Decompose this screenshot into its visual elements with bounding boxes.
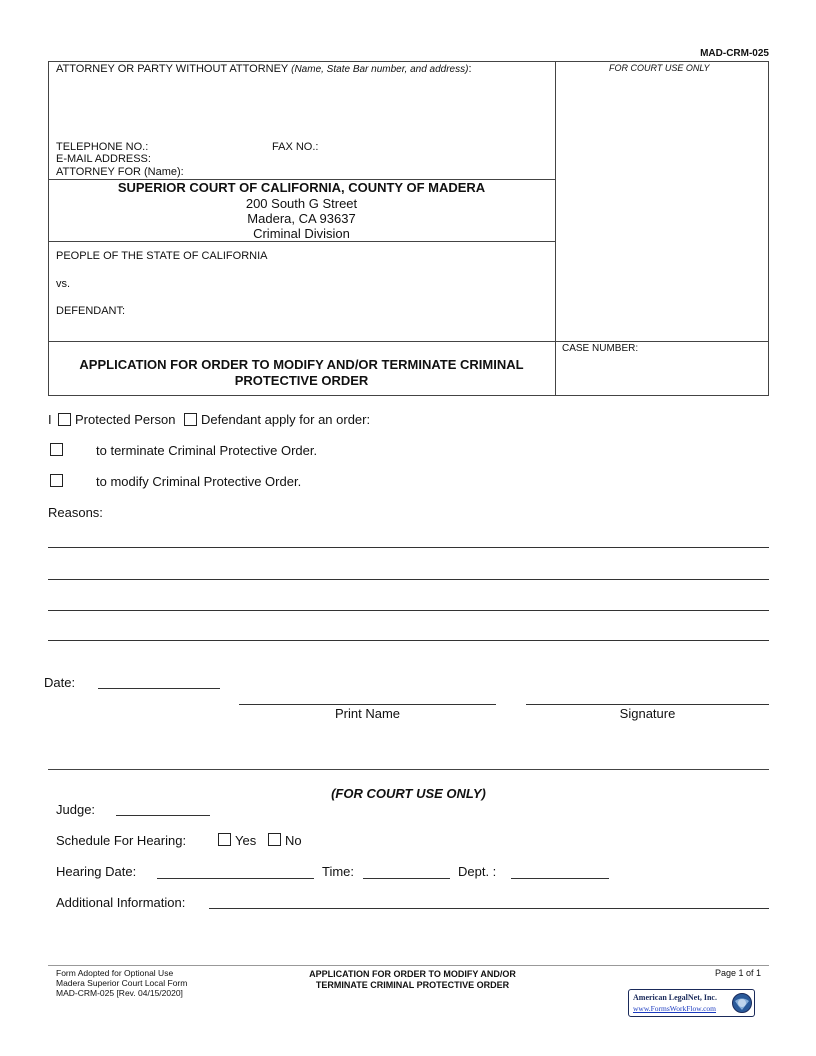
judge-label: Judge: <box>56 802 96 817</box>
email-label: E-MAIL ADDRESS: <box>56 153 151 165</box>
terminate-checkbox[interactable] <box>50 443 63 456</box>
court-block <box>48 180 555 241</box>
protected-person-label: Protected Person <box>75 412 176 427</box>
signature-label: Signature <box>619 706 676 721</box>
title-top-line <box>48 341 769 342</box>
hearing-date-field[interactable] <box>157 878 314 879</box>
modify-label: to modify Criminal Protective Order. <box>96 474 302 489</box>
attorney-hint: (Name, State Bar number, and address) <box>291 64 469 75</box>
court-section-heading: (FOR COURT USE ONLY) <box>331 786 486 801</box>
court-section-divider <box>48 769 769 770</box>
hearing-date-label: Hearing Date: <box>56 864 137 879</box>
print-name-field[interactable] <box>239 704 496 705</box>
footer-divider <box>48 965 769 966</box>
footer-left <box>56 968 187 998</box>
case-number-label: CASE NUMBER: <box>562 343 639 354</box>
footer-title-line2: TERMINATE CRIMINAL PROTECTIVE ORDER <box>315 980 510 990</box>
court-use-only-label: FOR COURT USE ONLY <box>609 63 710 73</box>
reasons-line-1[interactable] <box>48 547 769 548</box>
terminate-label: to terminate Criminal Protective Order. <box>96 443 318 458</box>
defendant-checkbox[interactable] <box>184 413 197 426</box>
court-street: 200 South G Street <box>245 196 358 211</box>
form-id: MAD-CRM-025 <box>700 48 769 59</box>
protected-person-checkbox[interactable] <box>58 413 71 426</box>
form-title-line1: APPLICATION FOR ORDER TO MODIFY AND/OR TERMINATE CRIMINAL <box>79 357 524 372</box>
footer-rev: MAD-CRM-025 [Rev. 04/15/2020] <box>56 988 183 998</box>
plaintiff-label: PEOPLE OF THE STATE OF CALIFORNIA <box>56 250 268 262</box>
caption-divider <box>555 61 556 396</box>
defendant-apply-label: Defendant apply for an order: <box>201 412 371 427</box>
signature-field[interactable] <box>526 704 769 705</box>
form-title <box>48 357 555 389</box>
reasons-label: Reasons: <box>48 505 103 520</box>
logo-globe-icon <box>731 992 753 1014</box>
footer-title <box>260 969 565 991</box>
footer-page: Page 1 of 1 <box>714 968 761 978</box>
reasons-line-2[interactable] <box>48 579 769 580</box>
additional-info-label: Additional Information: <box>56 895 186 910</box>
modify-checkbox[interactable] <box>50 474 63 487</box>
court-division: Criminal Division <box>253 226 350 241</box>
court-name: SUPERIOR COURT OF CALIFORNIA, COUNTY OF MADERA <box>117 180 486 195</box>
dept-label: Dept. : <box>458 864 497 879</box>
time-label: Time: <box>322 864 355 879</box>
hearing-yes-label: Yes <box>235 833 257 848</box>
vs-label: vs. <box>56 278 71 290</box>
form-title-line2: PROTECTIVE ORDER <box>234 373 369 388</box>
reasons-line-4[interactable] <box>48 640 769 641</box>
hearing-no-label: No <box>285 833 302 848</box>
dept-field[interactable] <box>511 878 609 879</box>
date-label: Date: <box>44 675 76 690</box>
judge-field[interactable] <box>116 815 210 816</box>
telephone-label: TELEPHONE NO.: <box>56 141 149 153</box>
hearing-yes-checkbox[interactable] <box>218 833 231 846</box>
footer-adopted: Form Adopted for Optional Use <box>56 968 174 978</box>
court-bottom-line <box>48 241 555 242</box>
defendant-label: DEFENDANT: <box>56 305 126 317</box>
reasons-line-3[interactable] <box>48 610 769 611</box>
i-label: I <box>48 412 52 427</box>
american-legalnet-logo <box>628 989 755 1017</box>
additional-info-field[interactable] <box>209 908 769 909</box>
fax-label: FAX NO.: <box>272 141 319 153</box>
attorney-label-row <box>56 63 472 75</box>
attorney-label: ATTORNEY OR PARTY WITHOUT ATTORNEY <box>56 63 289 75</box>
attorney-colon: : <box>468 63 472 75</box>
footer-title-line1: APPLICATION FOR ORDER TO MODIFY AND/OR <box>309 969 516 979</box>
date-field[interactable] <box>98 688 220 689</box>
schedule-label: Schedule For Hearing: <box>56 833 187 848</box>
footer-court-local: Madera Superior Court Local Form <box>56 978 188 988</box>
logo-url: www.FormsWorkFlow.com <box>633 1004 717 1013</box>
time-field[interactable] <box>363 878 450 879</box>
court-city: Madera, CA 93637 <box>247 211 356 226</box>
attorney-for-label: ATTORNEY FOR (Name): <box>56 166 184 178</box>
logo-name: American LegalNet, Inc. <box>633 993 717 1002</box>
hearing-no-checkbox[interactable] <box>268 833 281 846</box>
print-name-label: Print Name <box>334 706 401 721</box>
